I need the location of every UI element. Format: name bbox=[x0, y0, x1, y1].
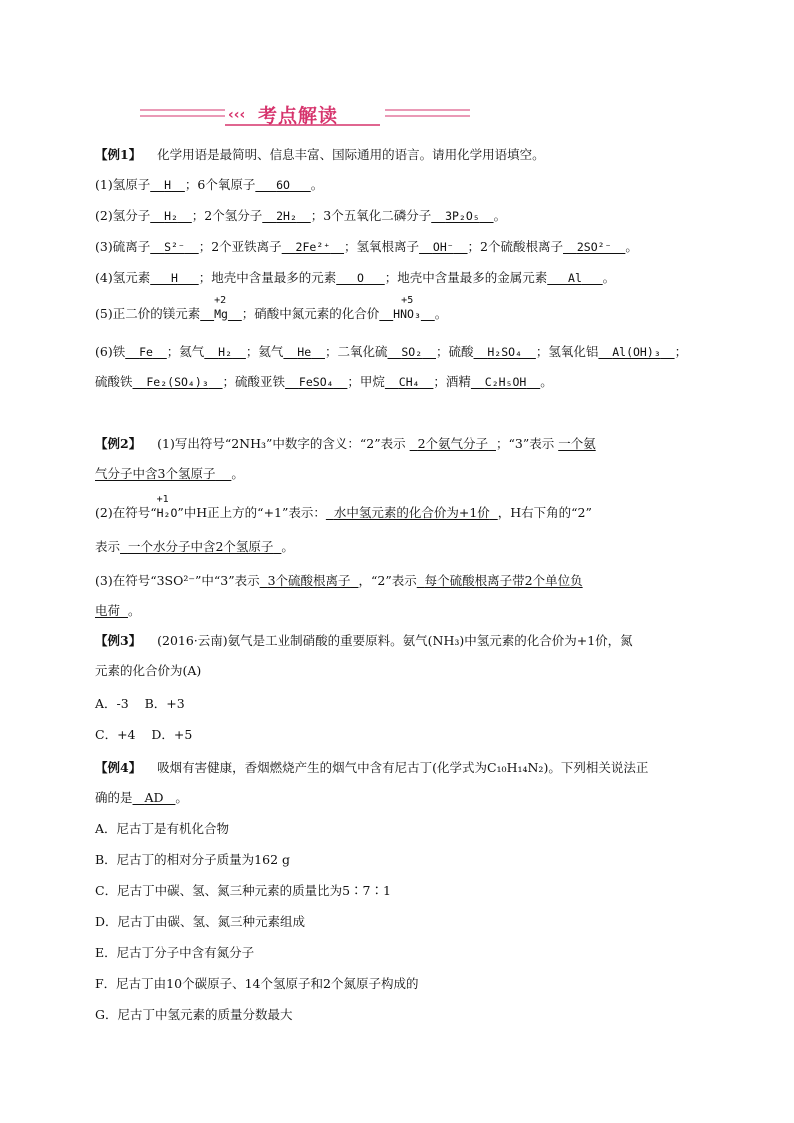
answer: H₂ bbox=[164, 209, 178, 223]
ex1-line-2 bbox=[95, 207, 506, 225]
text: 。 bbox=[540, 374, 553, 389]
text: ，“2”表示 bbox=[358, 573, 417, 588]
text: ；地壳中含量最多的元素 bbox=[198, 270, 337, 285]
text: 硫酸铁 bbox=[95, 374, 133, 389]
text: ；2个硫酸根离子 bbox=[467, 239, 564, 254]
text: (3)硫离子 bbox=[95, 239, 151, 254]
text: (2016·云南)氨气是工业制硝酸的重要原料。氨气(NH₃)中氢元素的化合价为+1价，氮 bbox=[157, 633, 633, 648]
answer: 电荷 bbox=[95, 603, 121, 618]
answer: +5 HNO₃ bbox=[393, 295, 421, 321]
answer: 一个氨 bbox=[558, 436, 596, 451]
ex3-line-2: 元素的化合价为(A) bbox=[95, 663, 202, 678]
answer: OH⁻ bbox=[432, 240, 454, 254]
text: 确的是 bbox=[95, 790, 133, 805]
ex4-option-f: F．尼古丁由10个碳原子、14个氢原子和2个氮原子构成的 bbox=[95, 976, 419, 991]
text: (2)氢分子 bbox=[95, 208, 151, 223]
symbol: +1 H₂O bbox=[156, 494, 178, 520]
ex3-options-cd bbox=[95, 726, 192, 744]
ex2-line-1 bbox=[95, 435, 596, 453]
answer: Al(OH)₃ bbox=[612, 345, 661, 359]
ex4-option-b: B．尼古丁的相对分子质量为162 g bbox=[95, 852, 291, 867]
answer: 3P₂O₅ bbox=[445, 209, 480, 223]
ex4-line-2 bbox=[95, 789, 188, 807]
answer: SO₂ bbox=[401, 345, 423, 359]
answer: H bbox=[171, 271, 178, 285]
text: ；硫酸 bbox=[436, 344, 474, 359]
ex1-line-7 bbox=[95, 373, 553, 391]
ex2-line-6 bbox=[95, 602, 140, 620]
text: (6)铁 bbox=[95, 344, 126, 359]
text: 吸烟有害健康，香烟燃烧产生的烟气中含有尼古丁(化学式为C₁₀H₁₄N₂)。下列相关说法正 bbox=[157, 760, 649, 775]
ex4-option-c: C．尼古丁中碳、氢、氮三种元素的质量比为5∶7∶1 bbox=[95, 883, 391, 898]
ex2-head: 【例2】 bbox=[95, 436, 142, 451]
text: ，H右下角的“2” bbox=[497, 505, 592, 520]
text: (4)氢元素 bbox=[95, 270, 151, 285]
ex3-head: 【例3】 bbox=[95, 633, 142, 648]
text: 表示 bbox=[95, 539, 121, 554]
banner-title: 考点解读 bbox=[258, 105, 339, 127]
text: ；氦气 bbox=[245, 344, 284, 359]
ex2-line-5 bbox=[95, 572, 583, 590]
text: ；3个五氧化二磷分子 bbox=[310, 208, 432, 223]
ex1-head: 【例1】 bbox=[95, 147, 142, 162]
answer: +2 Mg bbox=[214, 295, 228, 321]
option-d: D．+5 bbox=[151, 727, 193, 742]
ex3-options-ab bbox=[95, 695, 185, 713]
text: 。 bbox=[602, 270, 616, 285]
answer: Fe bbox=[139, 345, 153, 359]
answer: 气分子中含3个氢原子 bbox=[95, 466, 216, 481]
text: 。 bbox=[127, 603, 141, 618]
answer: H₂ bbox=[218, 345, 233, 359]
text: ；2个氢分子 bbox=[191, 208, 263, 223]
text: 。 bbox=[175, 790, 188, 805]
option-b: B．+3 bbox=[144, 696, 185, 711]
ex1-heading-line bbox=[95, 146, 545, 164]
text: 。 bbox=[493, 208, 507, 223]
text: ；氢氧根离子 bbox=[344, 239, 420, 254]
answer: 2个氨气分子 bbox=[417, 436, 489, 451]
text: ； bbox=[674, 344, 688, 359]
answer: 6O bbox=[276, 178, 290, 192]
answer: 2H₂ bbox=[276, 209, 297, 223]
text: ；2个亚铁离子 bbox=[198, 239, 282, 254]
ex2-line-3 bbox=[95, 494, 592, 522]
answer: C₂H₅OH bbox=[484, 375, 527, 389]
text: 。 bbox=[310, 177, 324, 192]
ex1-text: 化学用语是最简明、信息丰富、国际通用的语言。请用化学用语填空。 bbox=[157, 147, 545, 162]
answer: Al bbox=[568, 271, 582, 285]
ex1-line-4 bbox=[95, 269, 615, 287]
answer: O bbox=[357, 271, 364, 285]
text: (1)写出符号“2NH₃”中数字的含义：“2”表示 bbox=[157, 436, 406, 451]
text: ；氦气 bbox=[166, 344, 205, 359]
answer: 3个硫酸根离子 bbox=[267, 573, 351, 588]
answer: Fe₂(SO₄)₃ bbox=[146, 375, 209, 389]
text: 。 bbox=[625, 239, 638, 254]
text: ；硫酸亚铁 bbox=[222, 374, 286, 389]
answer: 一个水分子中含2个氢原子 bbox=[127, 539, 274, 554]
answer: 2Fe²⁺ bbox=[295, 240, 331, 254]
text: (1)氢原子 bbox=[95, 177, 151, 192]
ex2-line-4 bbox=[95, 538, 294, 556]
answer: H₂SO₄ bbox=[487, 345, 522, 359]
ex4-option-a: A．尼古丁是有机化合物 bbox=[95, 821, 230, 836]
answer: 每个硫酸根离子带2个单位负 bbox=[424, 573, 583, 588]
ex4-line-1 bbox=[95, 759, 648, 777]
ex4-option-g: G．尼古丁中氢元素的质量分数最大 bbox=[95, 1007, 293, 1022]
ex2-line-2 bbox=[95, 465, 244, 483]
option-c: C．+4 bbox=[95, 727, 136, 742]
ex4-option-d: D．尼古丁由碳、氢、氮三种元素组成 bbox=[95, 914, 306, 929]
option-a: A．-3 bbox=[95, 696, 129, 711]
text: 。 bbox=[281, 539, 294, 554]
answer: S²⁻ bbox=[164, 240, 185, 254]
text: ；甲烷 bbox=[347, 374, 385, 389]
ex3-line-1 bbox=[95, 632, 633, 650]
answer: CH₄ bbox=[398, 375, 420, 389]
answer: H bbox=[164, 178, 172, 192]
answer: AD bbox=[144, 790, 164, 805]
text: ；氢氧化铝 bbox=[535, 344, 599, 359]
text: ；二氧化硫 bbox=[324, 344, 388, 359]
text: 。 bbox=[231, 466, 244, 481]
ex4-head: 【例4】 bbox=[95, 760, 142, 775]
text: ；“3”表示 bbox=[495, 436, 555, 451]
text: ；酒精 bbox=[433, 374, 471, 389]
answer: 2SO²⁻ bbox=[576, 240, 612, 254]
ex4-option-e: E．尼古丁分子中含有氮分子 bbox=[95, 945, 255, 960]
text: ；地壳中含量最多的金属元素 bbox=[384, 270, 548, 285]
ex1-line-6 bbox=[95, 343, 687, 361]
ex1-line-1 bbox=[95, 176, 323, 194]
ex1-line-5 bbox=[95, 295, 448, 323]
text: ”中H正上方的“+1”表示： bbox=[177, 505, 326, 520]
ex1-line-3 bbox=[95, 238, 638, 256]
text: 。 bbox=[434, 306, 448, 321]
text: ；硝酸中氮元素的化合价 bbox=[241, 306, 380, 321]
answer: 水中氢元素的化合价为+1价 bbox=[333, 505, 490, 520]
text: (3)在符号“3SO²⁻”中“3”表示 bbox=[95, 573, 260, 588]
answer: He bbox=[297, 345, 312, 359]
text: (5)正二价的镁元素 bbox=[95, 306, 201, 321]
answer: FeSO₄ bbox=[298, 375, 334, 389]
text: (2)在符号“ bbox=[95, 505, 157, 520]
text: ；6个氧原子 bbox=[184, 177, 256, 192]
section-banner bbox=[140, 97, 480, 131]
svg-text:‹‹‹: ‹‹‹ bbox=[228, 107, 246, 123]
